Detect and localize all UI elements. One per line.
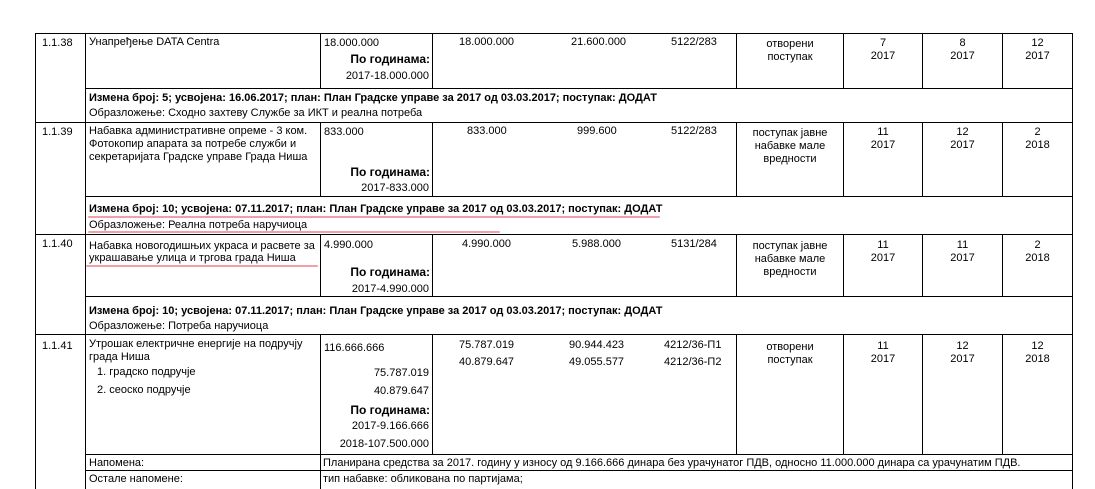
execution-year: 2018 <box>1025 139 1050 151</box>
sub-item-amount: 75.787.019 <box>373 367 429 379</box>
budget-account: 5122/283 <box>671 125 717 137</box>
row-divider <box>85 88 1073 89</box>
change-reason: Образложење: Сходно захтеву Службе за ИКТ и реална потреба <box>89 107 423 119</box>
amount-excl-vat: 40.879.647 <box>459 356 515 368</box>
item-description: украшавање улица и тргова града Ниша <box>89 252 296 264</box>
initiation-year: 2017 <box>870 50 896 62</box>
execution-year: 2017 <box>1025 50 1050 62</box>
procedure-type: поступак јавне <box>752 127 828 139</box>
contract-month: 8 <box>959 37 966 49</box>
estimated-amount: 833.000 <box>324 126 364 138</box>
budget-account: 5131/284 <box>671 238 717 250</box>
initiation-month: 7 <box>879 37 887 49</box>
contract-month: 11 <box>956 239 969 251</box>
item-description: Утрошак електричне енергије на подручју <box>89 338 303 350</box>
execution-month: 2 <box>1034 239 1041 251</box>
procedure-type: отворени <box>766 341 814 353</box>
execution-year: 2018 <box>1025 353 1050 365</box>
item-number: 1.1.38 <box>42 37 73 49</box>
row-divider <box>35 334 1073 335</box>
year-amount: 2017-4.990.000 <box>351 283 429 295</box>
execution-month: 12 <box>1031 37 1044 49</box>
item-number: 1.1.41 <box>42 340 73 352</box>
execution-month: 2 <box>1034 126 1041 138</box>
initiation-year: 2017 <box>870 353 896 365</box>
id-column-divider <box>85 33 86 489</box>
procedure-type: поступак <box>767 51 813 63</box>
change-record: Измена број: 10; усвојена: 07.11.2017; план: План Градске управе за 2017 од 03.03.2017; поступак: ДОДАТ <box>89 305 663 317</box>
year-amount: 2018-107.500.000 <box>339 438 429 450</box>
column-divider <box>320 234 321 296</box>
column-divider <box>736 334 737 454</box>
highlight-underline <box>88 231 500 233</box>
row-divider <box>85 454 1073 455</box>
year-amount: 2017-833.000 <box>361 182 429 194</box>
item-number: 1.1.39 <box>42 126 73 138</box>
by-years-label: По годинама: <box>350 265 430 279</box>
column-divider <box>432 122 433 196</box>
year-amount: 2017-18.000.000 <box>345 70 429 82</box>
column-divider <box>432 33 433 88</box>
contract-year: 2017 <box>950 252 975 264</box>
year-amount: 2017-9.166.666 <box>351 420 429 432</box>
amount-incl-vat: 999.600 <box>577 125 617 137</box>
row-divider <box>35 122 1073 123</box>
initiation-year: 2017 <box>870 252 896 264</box>
item-description: Унапређење DATA Centra <box>89 36 220 48</box>
item-description: Фотокопир апарата за потребе служби и <box>89 138 297 150</box>
column-divider <box>736 234 737 296</box>
initiation-year: 2017 <box>870 139 896 151</box>
amount-incl-vat: 5.988.000 <box>572 238 621 250</box>
other-notes-text: тип набавке: обликована по партијама; <box>323 473 523 485</box>
initiation-month: 11 <box>877 340 889 352</box>
amount-incl-vat: 49.055.577 <box>569 356 625 368</box>
item-description: секретаријата Градске управе Града Ниша <box>89 151 308 163</box>
sub-item-amount: 40.879.647 <box>373 385 429 397</box>
item-description: Набавка новогодишњих украса и расвете за <box>89 240 315 252</box>
procedure-type: набавке мале <box>754 140 826 152</box>
column-divider <box>736 122 737 196</box>
procedure-type: вредности <box>763 153 817 165</box>
procedure-type: поступак јавне <box>752 240 828 252</box>
procedure-type: поступак <box>767 354 813 366</box>
amount-excl-vat: 4.990.000 <box>462 238 511 250</box>
estimated-amount: 18.000.000 <box>324 37 380 49</box>
other-notes-label: Остале напомене: <box>89 473 183 485</box>
execution-year: 2018 <box>1025 252 1050 264</box>
initiation-month: 11 <box>877 239 889 251</box>
change-record: Измена број: 10; усвојена: 07.11.2017; план: План Градске управе за 2017 од 03.03.2017; поступак: ДОДАТ <box>89 203 663 215</box>
amount-excl-vat: 75.787.019 <box>459 339 515 351</box>
contract-month: 12 <box>956 340 969 352</box>
sub-item-label: 2. сеоско подручје <box>97 384 191 396</box>
procedure-type: набавке мале <box>754 253 826 265</box>
note-text: Планирана средства за 2017. годину у износу од 9.166.666 динара без урачунатог ПДВ, односно 11.000.000 динара са урачунатим ПДВ. <box>323 457 1021 469</box>
change-reason: Образложење: Реална потреба наручиоца <box>89 219 308 231</box>
column-divider <box>432 234 433 296</box>
budget-account: 4212/36-П2 <box>664 356 722 368</box>
execution-month: 12 <box>1031 340 1044 352</box>
item-description: Набавка административне опреме - 3 ком. <box>89 125 308 137</box>
column-divider <box>320 33 321 88</box>
contract-year: 2017 <box>950 353 975 365</box>
row-divider <box>85 196 1073 197</box>
column-divider <box>320 122 321 196</box>
column-divider <box>736 33 737 88</box>
procedure-type: отворени <box>766 38 814 50</box>
by-years-label: По годинама: <box>350 403 430 417</box>
row-divider <box>85 296 1073 297</box>
row-divider <box>85 470 1073 471</box>
contract-year: 2017 <box>950 50 975 62</box>
contract-year: 2017 <box>950 139 975 151</box>
table-border-right <box>1072 33 1073 489</box>
amount-incl-vat: 21.600.000 <box>571 36 627 48</box>
highlight-underline <box>88 216 660 218</box>
contract-month: 12 <box>956 126 969 138</box>
row-divider <box>35 234 1073 235</box>
table-border-left <box>35 33 36 489</box>
change-reason: Образложење: Потреба наручиоца <box>89 320 269 332</box>
item-description: града Ниша <box>89 351 150 363</box>
budget-account: 4212/36-П1 <box>664 339 722 351</box>
estimated-amount: 4.990.000 <box>324 239 373 251</box>
procedure-type: вредности <box>763 266 817 278</box>
by-years-label: По годинама: <box>350 165 430 179</box>
initiation-month: 11 <box>877 126 889 138</box>
amount-incl-vat: 90.944.423 <box>569 339 625 351</box>
row-divider <box>35 33 1073 34</box>
column-divider <box>320 334 321 489</box>
note-label: Напомена: <box>89 457 145 469</box>
budget-account: 5122/283 <box>671 36 717 48</box>
by-years-label: По годинама: <box>350 52 430 66</box>
amount-excl-vat: 18.000.000 <box>459 36 515 48</box>
change-record: Измена број: 5; усвојена: 16.06.2017; план: План Градске управе за 2017 од 03.03.2017; поступак: ДОДАТ <box>89 92 657 104</box>
amount-excl-vat: 833.000 <box>467 125 507 137</box>
column-divider <box>432 334 433 454</box>
sub-item-label: 1. градско подручје <box>97 366 196 378</box>
estimated-amount: 116.666.666 <box>324 342 385 354</box>
item-number: 1.1.40 <box>42 238 73 250</box>
highlight-underline <box>86 265 318 267</box>
